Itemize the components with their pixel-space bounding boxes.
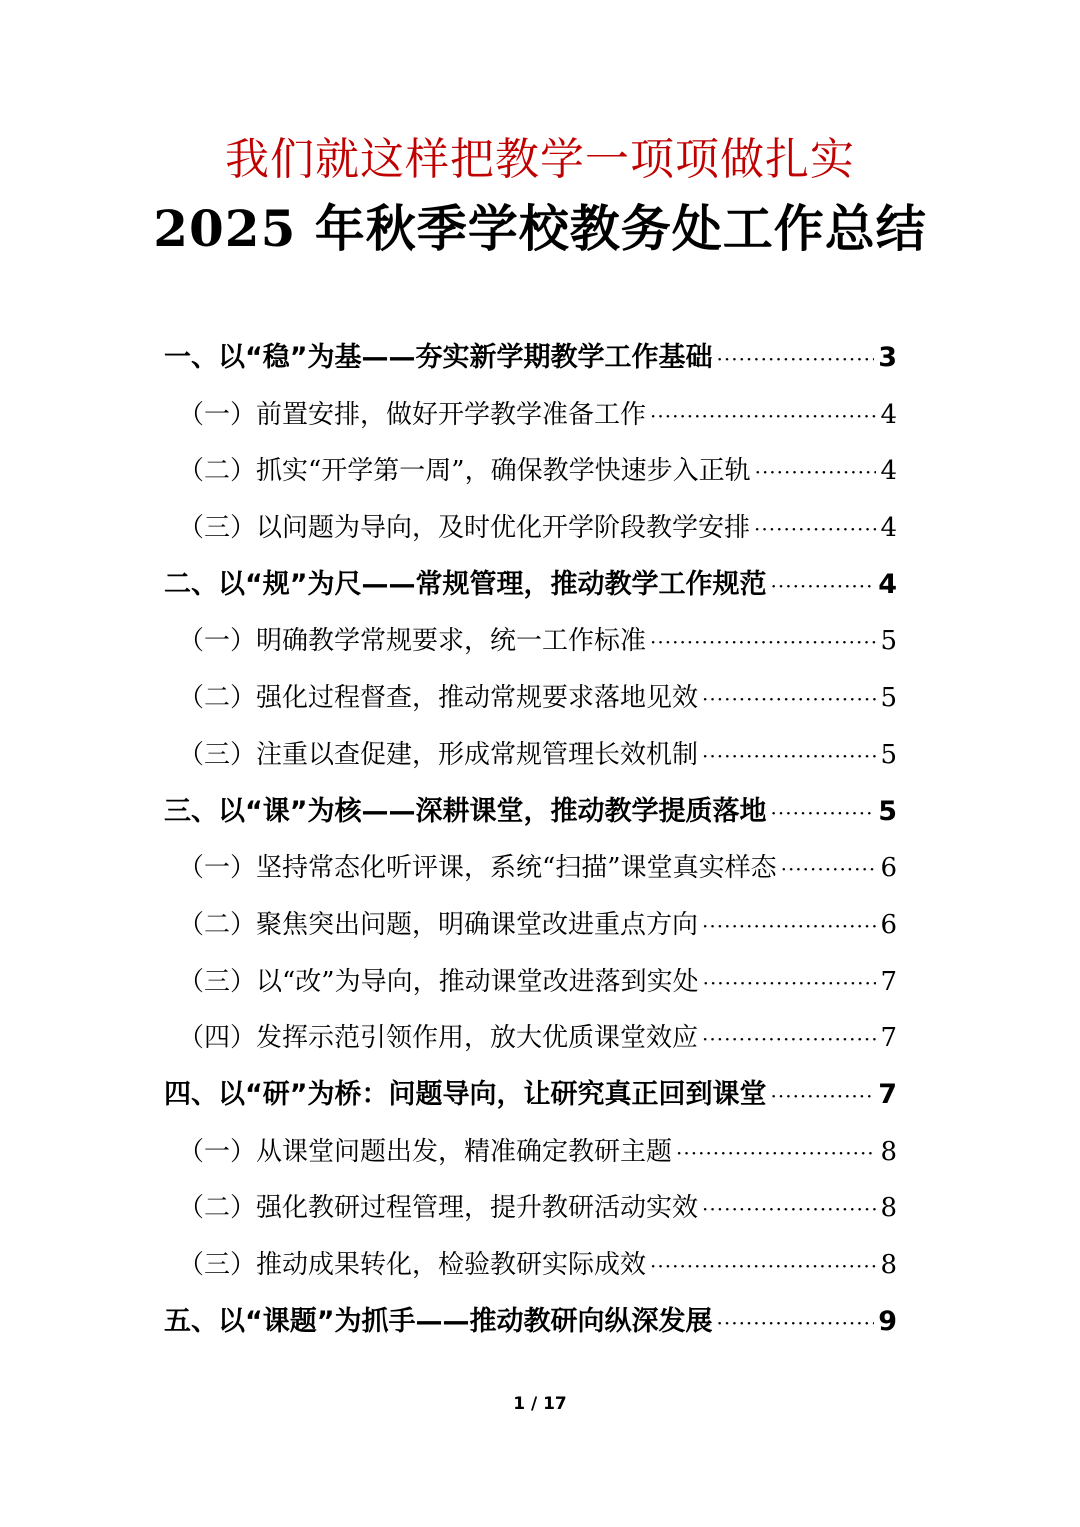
toc-entry-title: （二）强化过程督查，推动常规要求落地见效 [178,683,699,714]
toc-dot-leader [702,728,876,784]
toc-subsection-entry[interactable] [164,1010,897,1067]
toc-entry-title: （二）聚焦突出问题，明确课堂改进重点方向 [178,909,699,940]
toc-section-entry[interactable] [164,330,897,387]
toc-entry-title: （三）推动成果转化，检验教研实际成效 [178,1250,647,1280]
toc-section-entry[interactable] [164,1067,897,1124]
toc-entry-title: （二）强化教研过程管理，提升教研活动实效 [178,1193,699,1224]
page-indicator: 1 / 17 [513,1394,567,1414]
toc-page-number: 6 [880,853,897,884]
toc-subsection-entry[interactable] [164,613,897,670]
toc-entry-title: 三、以“课”为核——深耕课堂，推动教学提质落地 [164,795,767,827]
toc-entry-title: （三）以问题为导向，及时优化开学阶段教学安排 [178,513,751,544]
toc-dot-leader [754,501,876,557]
toc-page-number: 9 [878,1305,897,1337]
toc-entry-title: 四、以“研”为桥：问题导向，让研究真正回到课堂 [164,1078,767,1110]
toc-page-number: 7 [878,1078,897,1110]
toc-subsection-entry[interactable] [164,1237,897,1294]
toc-dot-leader [676,1125,876,1181]
toc-page-number: 4 [880,513,897,544]
toc-page-number: 8 [880,1250,897,1280]
toc-dot-leader [771,1068,875,1124]
toc-page-number: 5 [880,626,897,657]
toc-entry-title: （三）注重以查促建，形成常规管理长效机制 [178,739,699,770]
toc-dot-leader [650,1238,876,1294]
toc-page-number: 7 [880,966,897,997]
toc-page-number: 5 [880,739,897,770]
document-title: 2025 年秋季学校教务处工作总结 [153,199,927,258]
toc-subsection-entry[interactable] [164,840,897,897]
toc-page-number: 8 [880,1193,897,1224]
toc-entry-title: 二、以“规”为尺——常规管理，推动教学工作规范 [164,568,767,600]
toc-subsection-entry[interactable] [164,670,897,727]
toc-entry-title: 一、以“稳”为基——夯实新学期教学工作基础 [164,342,713,373]
toc-dot-leader [755,444,877,500]
toc-entry-title: （一）明确教学常规要求，统一工作标准 [178,626,647,657]
toc-subsection-entry[interactable] [164,727,897,784]
document-subtitle: 我们就这样把教学一项项做扎实 [225,134,855,185]
toc-section-entry[interactable] [164,1294,897,1351]
toc-subsection-entry[interactable] [164,443,897,500]
toc-entry-title: 五、以“课题”为抓手——推动教研向纵深发展 [164,1305,713,1337]
toc-subsection-entry[interactable] [164,897,897,954]
toc-subsection-entry[interactable] [164,387,897,444]
toc-page-number: 3 [878,342,897,373]
toc-section-entry[interactable] [164,784,897,841]
toc-entry-title: （三）以“改”为导向，推动课堂改进落到实处 [178,966,699,997]
toc-page-number: 4 [880,399,897,430]
toc-page-number: 4 [878,568,897,600]
toc-page-number: 6 [880,909,897,940]
toc-dot-leader [650,614,876,670]
toc-dot-leader [650,388,876,444]
toc-dot-leader [771,558,875,614]
toc-subsection-entry[interactable] [164,500,897,557]
toc-subsection-entry[interactable] [164,1180,897,1237]
toc-page-number: 8 [880,1136,897,1167]
toc-dot-leader [703,955,877,1011]
toc-subsection-entry[interactable] [164,1124,897,1181]
toc-dot-leader [781,841,877,897]
toc-entry-title: （二）抓实“开学第一周”，确保教学快速步入正轨 [178,456,751,487]
toc-subsection-entry[interactable] [164,954,897,1011]
toc-entry-title: （一）前置安排，做好开学教学准备工作 [178,399,647,430]
toc-entry-title: （四）发挥示范引领作用，放大优质课堂效应 [178,1023,699,1054]
toc-dot-leader [717,1295,875,1351]
toc-dot-leader [771,785,875,841]
toc-dot-leader [717,331,875,387]
toc-entry-title: （一）坚持常态化听评课，系统“扫描”课堂真实样态 [178,853,777,884]
toc-page-number: 4 [880,456,897,487]
table-of-contents [164,330,897,1350]
toc-entry-title: （一）从课堂问题出发，精准确定教研主题 [178,1136,673,1167]
toc-section-entry[interactable] [164,557,897,614]
toc-dot-leader [702,1011,876,1067]
toc-page-number: 7 [880,1023,897,1054]
toc-dot-leader [702,1181,876,1237]
toc-page-number: 5 [878,795,897,827]
toc-dot-leader [702,671,876,727]
toc-page-number: 5 [880,683,897,714]
toc-dot-leader [702,898,876,954]
